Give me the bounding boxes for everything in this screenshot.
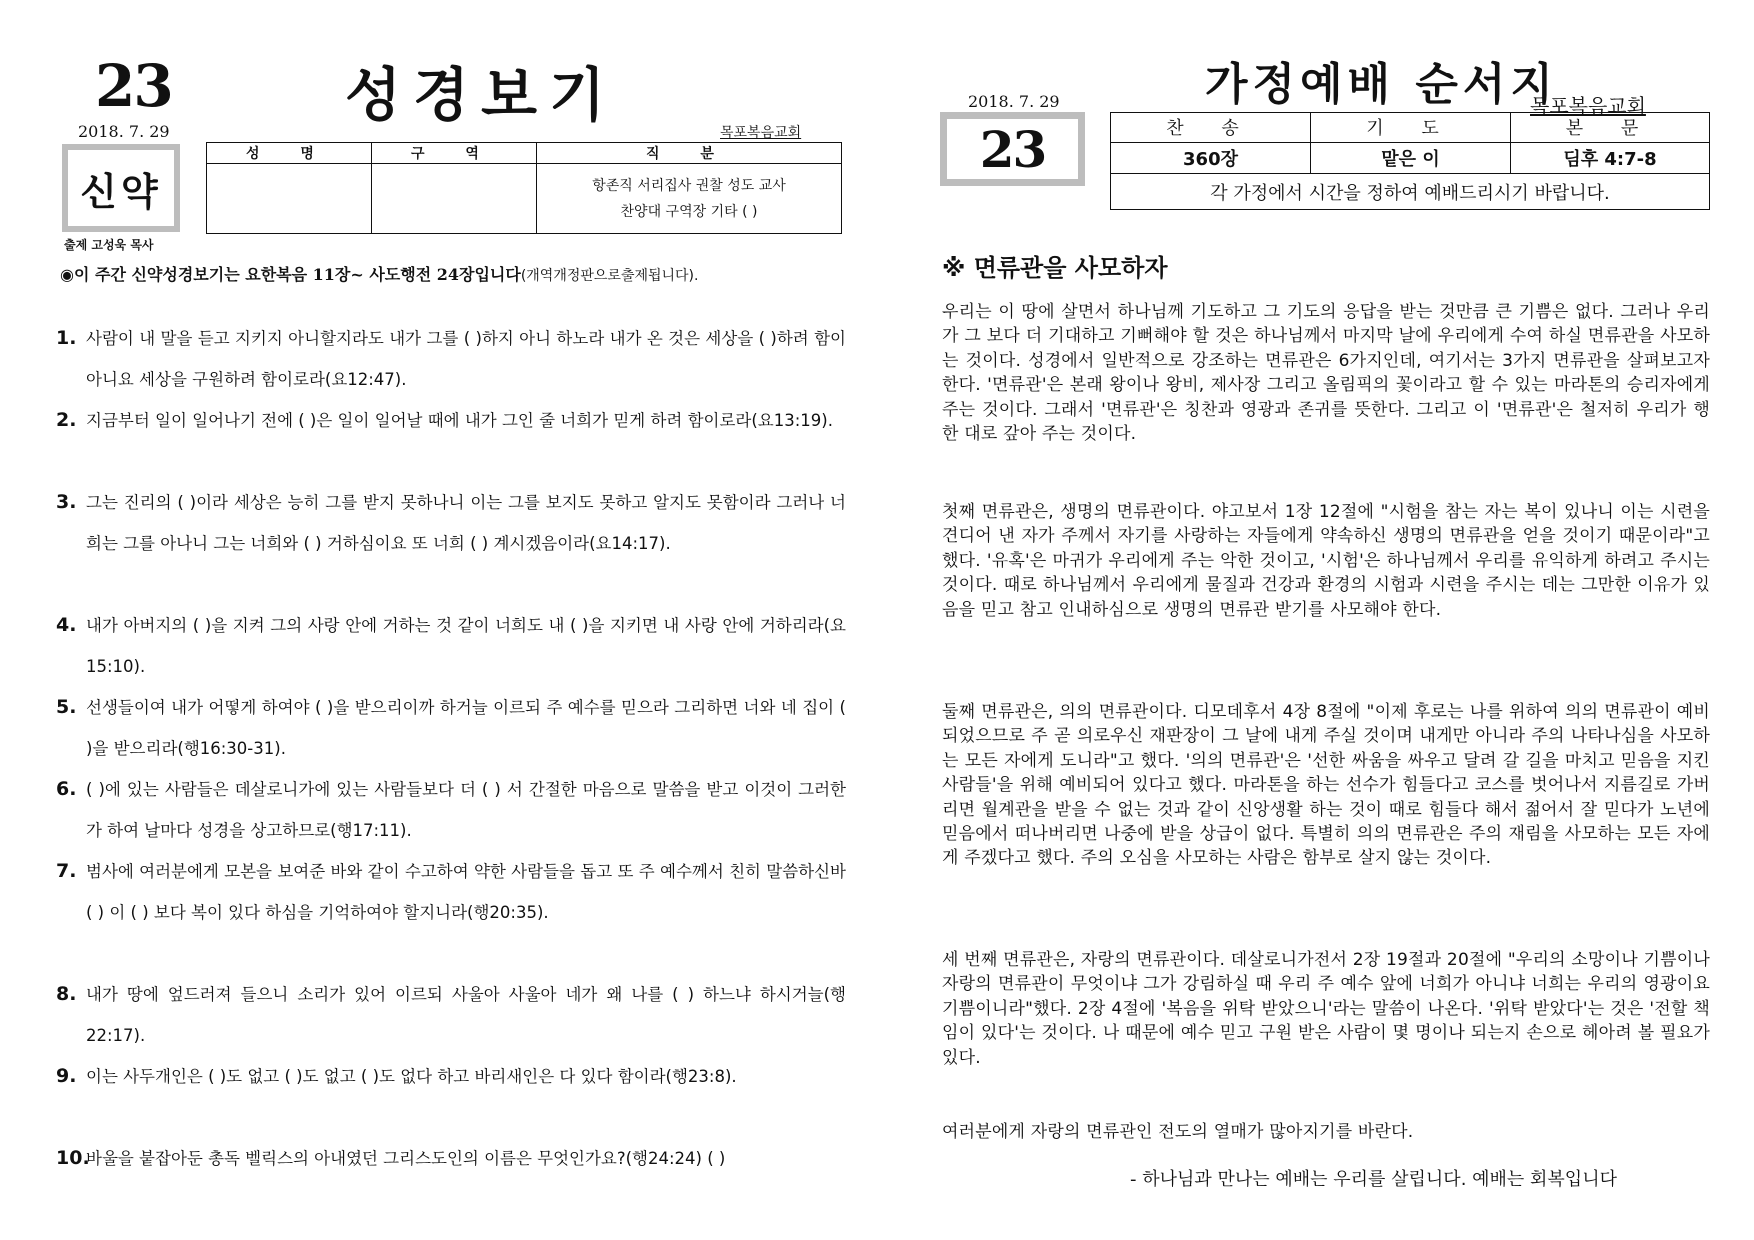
sermon-title: ※ 면류관을 사모하자 bbox=[942, 254, 1168, 282]
question-item bbox=[56, 687, 846, 769]
question-item bbox=[56, 318, 846, 400]
prayer-value: 맡은 이 bbox=[1311, 142, 1511, 174]
intro-line bbox=[60, 262, 845, 285]
question-number: 3. bbox=[56, 491, 77, 513]
question-number: 8. bbox=[56, 983, 77, 1005]
sermon-paragraph: 우리는 이 땅에 살면서 하나님께 기도하고 그 기도의 응답을 받는 것만큼 큰 기쁨은 없다. 그러나 우리가 그 보다 더 기대하고 기뻐해야 할 것은 하나님께서 마지막 날에 우리에게 수여 하실 면류관을 사모하는 것이다. 성경에서 일반적으로 강조하는 면류관은 6가지인데, 여기서는 3가지 면류관을 살펴보고자 한다. '면류관'은 본래 왕이나 왕비, 제사장 그리고 올림픽의 꽃이라고 할 수 있는 마라톤의 승리자에게 주는 것이다. 그래서 '면류관'은 칭찬과 영광과 존귀를 뜻한다. 그리고 이 '면류관'은 철저히 우리가 행한 대로 갚아 주는 것이다. bbox=[942, 302, 1710, 445]
question-number: 5. bbox=[56, 696, 77, 718]
sermon-paragraph: 세 번째 면류관은, 자랑의 면류관이다. 데살로니가전서 2장 19절과 20절에 "우리의 소망이나 기쁨이나 자랑의 면류관이 무엇이냐 그가 강림하실 때 우리 주 예수 앞에 너희가 아니냐 너희는 우리의 영광이요 기쁨이니라"했다. 2장 4절에 '복음을 위탁 받았으니'라는 말씀이 나온다. '위탁 받았다'는 것은 '전할 책임이 있다'는 것이다. 나 때문에 예수 믿고 구원 받은 사람이 몇 명이나 되는지 손으로 헤아려 볼 필요가 있다. bbox=[942, 950, 1710, 1068]
question-item bbox=[56, 1056, 846, 1097]
name-field[interactable] bbox=[207, 164, 372, 234]
testament-label-box bbox=[62, 144, 180, 232]
right-issue-box bbox=[940, 112, 1085, 186]
duty-header: 직 분 bbox=[537, 143, 842, 164]
question-text: 사람이 내 말을 듣고 지키지 아니할지라도 내가 그를 ( )하지 아니 하노라 내가 온 것은 세상을 ( )하려 함이 아니요 세상을 구원하려 함이로라(요12:47). bbox=[86, 329, 846, 389]
question-number: 1. bbox=[56, 327, 77, 349]
sermon-paragraph: 둘째 면류관은, 의의 면류관이다. 디모데후서 4장 8절에 "이제 후로는 나를 위하여 의의 면류관이 예비되었으므로 주 곧 의로우신 재판장이 그 날에 내게 주실 것이며 내게만 아니라 주의 나타나심을 사모하는 모든 자에게 도니라"고 했다. '의의 면류관'은 '선한 싸움을 싸우고 달려 갈 길을 마치고 믿음을 지킨 사람들'을 위해 예비되어 있다고 했다. 마라톤을 하는 선수가 힘들다고 코스를 벗어나서 지름길로 가버리면 월계관을 받을 수 없는 것과 같이 신앙생활 하는 것이 때로 힘들다 해서 젊어서 잘 믿다가 노년에 믿음에서 떠나버리면 나중에 받을 상급이 없다. 특별히 의의 면류관은 주의 재림을 사모하는 모든 자에게 주겠다고 했다. 주의 오심을 사모하는 사람은 함부로 살지 않는 것이다. bbox=[942, 702, 1710, 869]
closing-line: - 하나님과 만나는 예배는 우리를 살립니다. 예배는 회복입니다 bbox=[1130, 1169, 1617, 1190]
worship-note: 각 가정에서 시간을 정하여 예배드리시기 바랍니다. bbox=[1111, 174, 1710, 210]
question-item bbox=[56, 605, 846, 687]
left-page-title: 성경보기 bbox=[345, 61, 618, 129]
testament-label: 신약 bbox=[80, 169, 162, 214]
left-date: 2018. 7. 29 bbox=[78, 122, 170, 141]
left-issue-number: 23 bbox=[95, 52, 172, 120]
question-item bbox=[56, 769, 846, 851]
district-field[interactable] bbox=[372, 164, 537, 234]
question-text: ( )에 있는 사람들은 데살로니가에 있는 사람들보다 더 ( ) 서 간절한 마음으로 말씀을 받고 이것이 그러한가 하여 날마다 성경을 상고하므로(행17:11). bbox=[86, 780, 846, 840]
question-text: 바울을 붙잡아둔 총독 벨릭스의 아내였던 그리스도인의 이름은 무엇인가요?(행24:24) ( ) bbox=[86, 1149, 726, 1168]
question-number: 9. bbox=[56, 1065, 77, 1087]
hymn-header: 찬 송 bbox=[1111, 113, 1311, 143]
duty-line-2: 찬양대 구역장 기타 ( ) bbox=[620, 203, 758, 220]
sermon-paragraph: 첫째 면류관은, 생명의 면류관이다. 야고보서 1장 12절에 "시험을 참는 자는 복이 있나니 이는 시련을 견디어 낸 자가 주께서 자기를 사랑하는 자들에게 약속하신 생명의 면류관을 얻을 것이기 때문이라"고 했다. '유혹'은 마귀가 우리에게 주는 악한 것이고, '시험'은 하나님께서 우리를 유익하게 하려고 주시는 것이다. 때로 하나님께서 우리에게 물질과 건강과 환경의 시험과 시련을 주시는 데는 그만한 이유가 있음을 믿고 참고 인내하심으로 생명의 면류관 받기를 사모해야 한다. bbox=[942, 502, 1710, 620]
worship-order-table bbox=[1110, 112, 1710, 210]
question-item bbox=[56, 851, 846, 933]
name-header: 성 명 bbox=[207, 143, 372, 164]
question-number: 6. bbox=[56, 778, 77, 800]
right-issue-number: 23 bbox=[979, 119, 1046, 179]
respondent-info-table bbox=[206, 142, 842, 234]
question-item bbox=[56, 974, 846, 1056]
prayer-header: 기 도 bbox=[1311, 113, 1511, 143]
left-church-name: 목포복음교회 bbox=[720, 125, 802, 141]
question-number: 4. bbox=[56, 614, 77, 636]
right-church-name: 목포복음교회 bbox=[1530, 94, 1646, 118]
question-item bbox=[56, 1138, 846, 1179]
right-date: 2018. 7. 29 bbox=[968, 92, 1060, 111]
question-text: 선생들이여 내가 어떻게 하여야 ( )을 받으리이까 하거늘 이르되 주 예수를 믿으라 그리하면 너와 네 집이 ( )을 받으리라(행16:30-31). bbox=[86, 698, 846, 758]
duty-line-1: 항존직 서리집사 권찰 성도 교사 bbox=[592, 177, 786, 194]
question-number: 10. bbox=[56, 1147, 90, 1169]
question-number: 2. bbox=[56, 409, 77, 431]
intro-paren: (개역개정판으로출제됩니다). bbox=[520, 268, 699, 284]
question-item bbox=[56, 482, 846, 564]
question-text: 범사에 여러분에게 모본을 보여준 바와 같이 수고하여 약한 사람들을 돕고 또 주 예수께서 친히 말씀하신바 ( ) 이 ( ) 보다 복이 있다 하심을 기억하여야 할지니라(행20:35). bbox=[86, 862, 846, 922]
sermon-paragraph: 여러분에게 자랑의 면류관인 전도의 열매가 많아지기를 바란다. bbox=[942, 1122, 1414, 1142]
question-number: 7. bbox=[56, 860, 77, 882]
right-page-title: 가정예배 순서지 bbox=[1205, 59, 1558, 110]
question-text: 내가 땅에 엎드러져 들으니 소리가 있어 이르되 사울아 사울아 네가 왜 나를 ( ) 하느냐 하시거늘(행22:17). bbox=[86, 985, 846, 1045]
question-text: 그는 진리의 ( )이라 세상은 능히 그를 받지 못하나니 이는 그를 보지도 못하고 알지도 못함이라 그러나 너희는 그를 아나니 그는 너희와 ( ) 거하심이요 또 너희 ( ) 계시겠음이라(요14:17). bbox=[86, 493, 846, 553]
question-text: 지금부터 일이 일어나기 전에 ( )은 일이 일어날 때에 내가 그인 줄 너희가 믿게 하려 함이로라(요13:19). bbox=[86, 411, 833, 430]
scripture-value: 딤후 4:7-8 bbox=[1511, 142, 1710, 174]
question-item bbox=[56, 400, 846, 441]
author-credit: 출제 고성욱 목사 bbox=[64, 238, 154, 252]
question-text: 내가 아버지의 ( )을 지켜 그의 사랑 안에 거하는 것 같이 너희도 내 ( )을 지키면 내 사랑 안에 거하리라(요15:10). bbox=[86, 616, 846, 676]
district-header: 구 역 bbox=[372, 143, 537, 164]
hymn-value: 360장 bbox=[1111, 142, 1311, 174]
scripture-header: 본 문 bbox=[1511, 113, 1710, 143]
duty-options[interactable] bbox=[537, 164, 842, 234]
question-text: 이는 사두개인은 ( )도 없고 ( )도 없고 ( )도 없다 하고 바리새인은 다 있다 함이라(행23:8). bbox=[86, 1067, 737, 1086]
intro-bold: ◉이 주간 신약성경보기는 요한복음 11장~ 사도행전 24장입니다 bbox=[60, 265, 521, 284]
